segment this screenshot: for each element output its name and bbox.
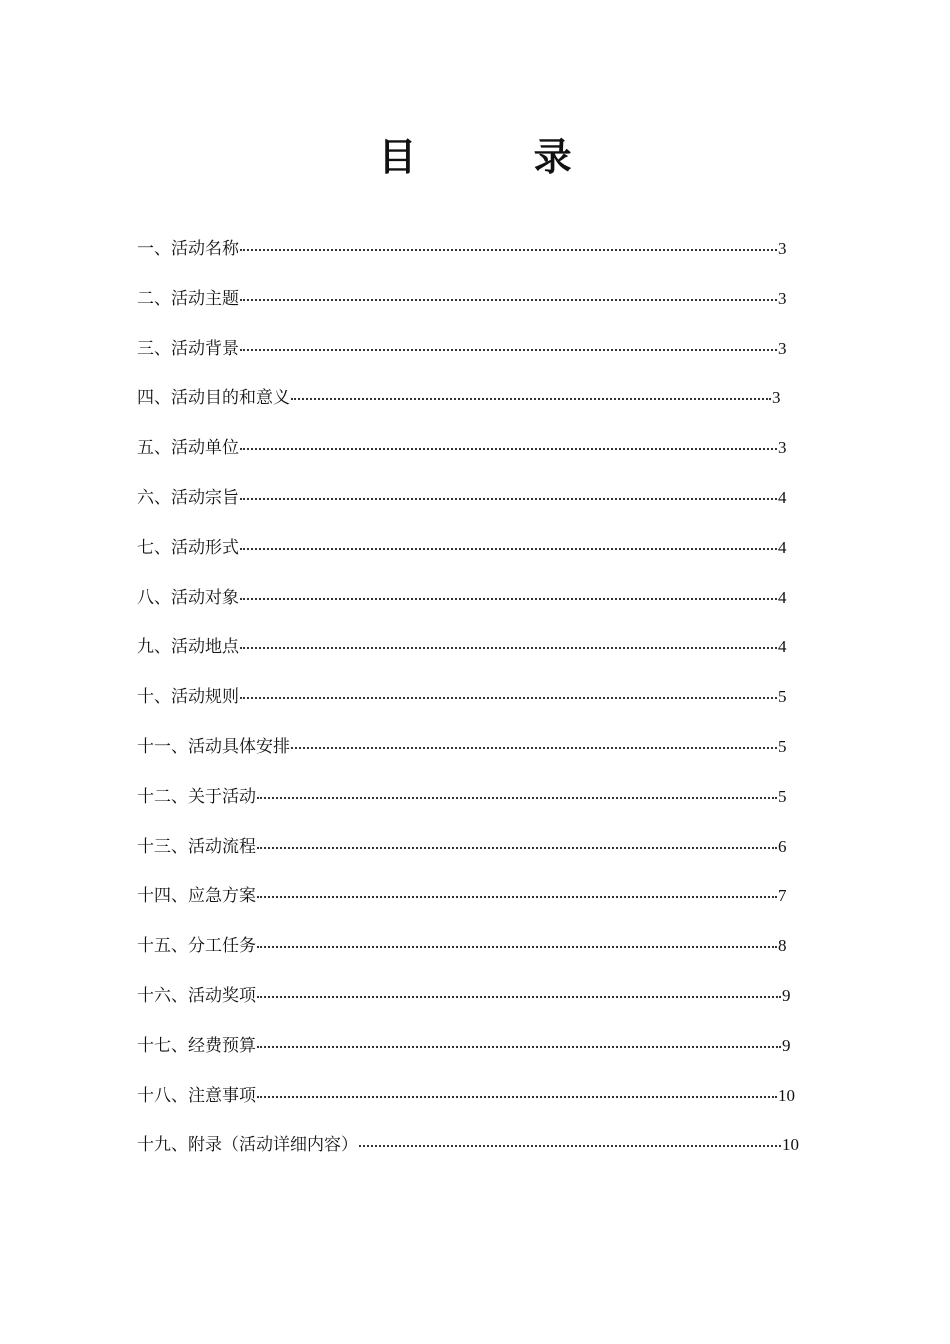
toc-leader-dots: [359, 1145, 781, 1147]
toc-entry-page-number: 4: [778, 587, 787, 607]
toc-entry-label: 八、活动对象: [137, 587, 239, 608]
toc-entry-label: 二、活动主题: [137, 288, 239, 309]
toc-entry-label: 七、活动形式: [137, 537, 239, 558]
toc-entry-label: 十六、活动奖项: [137, 985, 256, 1006]
toc-entry-page-number: 5: [778, 687, 787, 707]
toc-entry[interactable]: [137, 782, 837, 832]
toc-leader-dots: [257, 1046, 781, 1048]
toc-entry[interactable]: [137, 334, 837, 384]
toc-leader-dots: [240, 598, 777, 600]
toc-entry[interactable]: [137, 732, 837, 782]
toc-leader-dots: [240, 349, 777, 351]
toc-leader-dots: [291, 747, 777, 749]
toc-leader-dots: [257, 797, 777, 799]
toc-entry-page-number: 10: [778, 1085, 795, 1105]
toc-leader-dots: [240, 498, 777, 500]
toc-leader-dots: [240, 647, 777, 649]
toc-entry[interactable]: [137, 881, 837, 931]
toc-entry-page-number: 3: [772, 388, 781, 408]
toc-entry-label: 十五、分工任务: [137, 936, 256, 957]
toc-entry[interactable]: [137, 1130, 837, 1180]
toc-entry-label: 十四、应急方案: [137, 886, 256, 907]
toc-entry[interactable]: [137, 433, 837, 483]
toc-entry[interactable]: [137, 583, 837, 633]
toc-entry-label: 五、活动单位: [137, 438, 239, 459]
toc-entry[interactable]: [137, 632, 837, 682]
toc-leader-dots: [240, 448, 777, 450]
toc-entry-label: 十三、活动流程: [137, 836, 256, 857]
toc-entry[interactable]: [137, 981, 837, 1031]
toc-entry-page-number: 3: [778, 239, 787, 258]
toc-entry-page-number: 4: [778, 537, 787, 557]
toc-entry-page-number: 4: [778, 637, 787, 657]
toc-entry[interactable]: [137, 284, 837, 334]
toc-entry[interactable]: [137, 234, 837, 284]
toc-leader-dots: [257, 847, 777, 849]
toc-entry[interactable]: [137, 483, 837, 533]
toc-leader-dots: [240, 697, 777, 699]
toc-entry-page-number: 8: [778, 936, 787, 956]
toc-leader-dots: [257, 896, 777, 898]
toc-entry-page-number: 9: [782, 985, 791, 1005]
toc-entry-label: 十九、附录（活动详细内容）: [137, 1135, 358, 1156]
toc-entry-label: 十、活动规则: [137, 687, 239, 708]
toc-entry-page-number: 7: [778, 886, 787, 906]
page-title: 目 录: [378, 134, 624, 179]
toc-leader-dots: [240, 548, 777, 550]
toc-entry-label: 十八、注意事项: [137, 1085, 256, 1106]
toc-entry[interactable]: [137, 1081, 837, 1131]
toc-entry-page-number: 3: [778, 288, 787, 308]
toc-leader-dots: [257, 946, 777, 948]
toc-entry-label: 三、活动背景: [137, 338, 239, 359]
toc-leader-dots: [257, 1096, 777, 1098]
toc-entry-label: 四、活动目的和意义: [137, 388, 290, 409]
toc-leader-dots: [240, 249, 777, 251]
toc-entry-label: 十二、关于活动: [137, 786, 256, 807]
toc-entry[interactable]: [137, 533, 837, 583]
toc-entry-label: 十一、活动具体安排: [137, 736, 290, 757]
toc-leader-dots: [291, 398, 771, 400]
toc-entry-label: 六、活动宗旨: [137, 487, 239, 508]
toc-entry-page-number: 9: [782, 1035, 791, 1055]
toc-entry-page-number: 3: [778, 338, 787, 358]
toc-entry-label: 十七、经费预算: [137, 1035, 256, 1056]
toc-leader-dots: [257, 996, 781, 998]
toc-entry[interactable]: [137, 832, 837, 882]
toc-entry-page-number: 5: [778, 786, 787, 806]
toc-entry[interactable]: [137, 383, 837, 433]
toc-entry-page-number: 3: [778, 438, 787, 458]
toc-entry-label: 一、活动名称: [137, 239, 239, 259]
toc-leader-dots: [240, 299, 777, 301]
toc-entry-page-number: 6: [778, 836, 787, 856]
toc-entry[interactable]: [137, 931, 837, 981]
toc-entry-page-number: 4: [778, 487, 787, 507]
toc-entry-page-number: 10: [782, 1135, 799, 1155]
toc-entry-page-number: 5: [778, 736, 787, 756]
toc-entry[interactable]: [137, 682, 837, 732]
toc-entry[interactable]: [137, 1031, 837, 1081]
toc-entry-label: 九、活动地点: [137, 637, 239, 658]
table-of-contents: [137, 234, 837, 1180]
